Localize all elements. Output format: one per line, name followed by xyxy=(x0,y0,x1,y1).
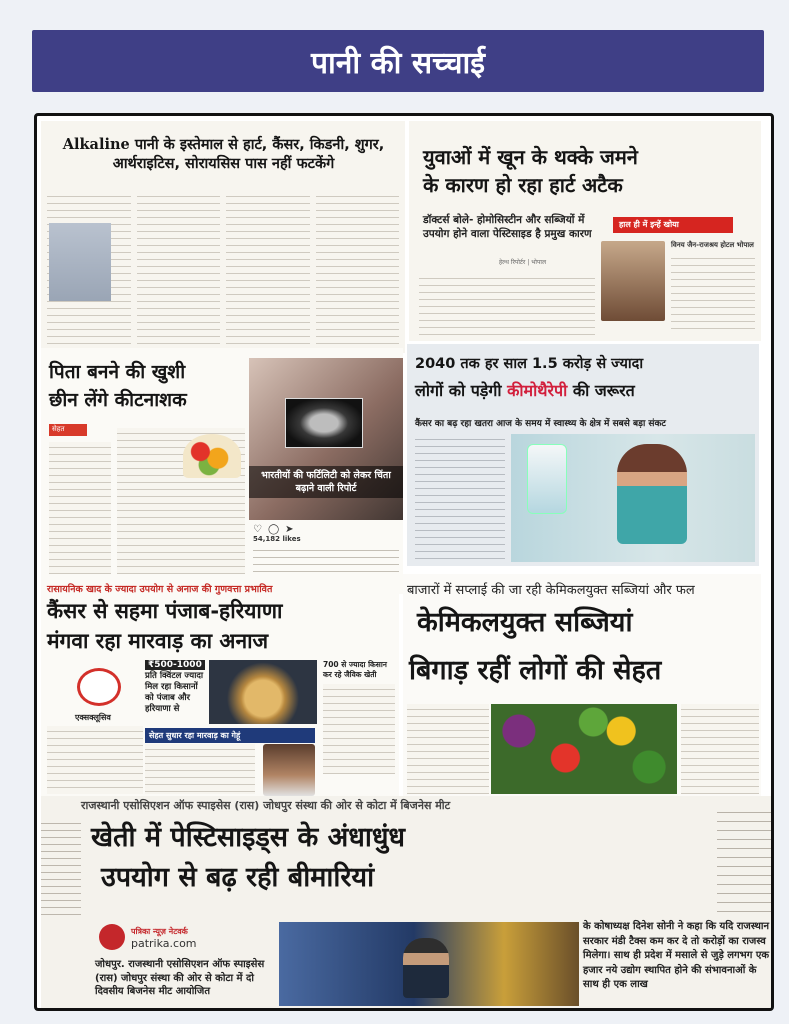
headline-part: लोगों को पड़ेगी xyxy=(415,381,508,400)
clip-chemical-vegetables xyxy=(403,574,761,798)
red-tag: हाल ही में इन्हें खोया xyxy=(613,217,733,233)
patrika-logo-icon xyxy=(99,924,125,950)
brand-name: पत्रिका न्यूज़ नेटवर्क xyxy=(131,927,188,936)
ultrasound-scan-image xyxy=(285,398,363,448)
headline-line: 2040 तक हर साल 1.5 करोड़ से ज्यादा xyxy=(415,356,644,372)
article-column xyxy=(145,744,255,794)
clip-chemotherapy xyxy=(407,344,759,566)
price-box xyxy=(145,660,209,726)
headline-part: की जरूरत xyxy=(567,381,635,400)
headline-line: उपयोग से बढ़ रही बीमारियां xyxy=(101,862,375,893)
article-column xyxy=(681,704,759,794)
clip-heart-attack xyxy=(409,121,761,341)
headline-line: के कारण हो रहा हार्ट अटैक xyxy=(423,173,623,197)
clip-pesticides xyxy=(41,796,771,1008)
social-icons xyxy=(253,524,399,535)
portrait-photo xyxy=(601,241,665,321)
heart-icon: ♡ xyxy=(253,524,268,535)
portrait-photo xyxy=(263,744,315,796)
clip-punjab-grain xyxy=(41,574,399,798)
clip-kicker: राजस्थानी एसोसिएशन ऑफ स्पाइसेस (रास) जोधपुर संस्था की ओर से कोटा में बिजनेस मीट xyxy=(81,799,451,812)
article-continuation: के कोषाध्यक्ष दिनेश सोनी ने कहा कि यदि राजस्थान सरकार मंडी टैक्स कम कर दे तो करोड़ों का राजस्व मिलेगा। साथ ही प्रदेश में मसाले से जुड़े लगभग एक हजार नये उद्योग स्थापित होने की संभावनाओं के साथ ही एक लाख xyxy=(583,921,770,990)
headline-line: मंगवा रहा मारवाड़ का अनाज xyxy=(47,629,269,653)
article-lede: जोधपुर. राजस्थानी एसोसिएशन ऑफ स्पाइसेस (रास) जोधपुर संस्था की ओर से कोटा में दो दिवसीय बिजनेस मीट आयोजित xyxy=(95,959,265,997)
byline: हेल्थ रिपोर्टर | भोपाल xyxy=(499,259,547,266)
clip-kicker: बाजारों में सप्लाई की जा रही केमिकलयुक्त सब्जियां और फल xyxy=(407,583,695,598)
headline-line: पिता बनने की खुशी xyxy=(49,361,186,383)
patient-figure xyxy=(617,444,687,544)
patrika-badge-icon xyxy=(77,668,121,706)
portrait-photo xyxy=(49,223,111,301)
photo-overlay-caption: भारतीयों की फर्टिलिटी को लेकर चिंता बढ़ाने वाली रिपोर्ट xyxy=(249,466,403,498)
speaker-figure xyxy=(403,938,449,998)
likes-count: 54,182 likes xyxy=(253,535,301,543)
headline-highlight: कीमोथैरेपी xyxy=(507,381,568,400)
news-collage xyxy=(34,113,774,1011)
side-body xyxy=(671,253,755,331)
comment-icon: ◯ xyxy=(267,524,286,535)
page-title: पानी की सच्चाई xyxy=(310,45,486,81)
clip-headline xyxy=(51,135,396,174)
article-column xyxy=(47,726,143,794)
price-caption: प्रति क्विंटल ज्यादा मिल रहा किसानों को पंजाब और हरियाणा से xyxy=(145,671,204,714)
share-icon: ➤ xyxy=(285,524,300,535)
edge-column xyxy=(41,818,81,918)
article-column xyxy=(49,442,111,588)
inset-banner: सेहत सुधार रहा मारवाड़ का गेहूं xyxy=(145,728,315,743)
patrika-brand xyxy=(99,924,269,954)
clip-subhead: डॉक्टर्स बोले- होमोसिस्टीन और सब्जियों में उपयोग होने वाला पेस्टिसाइड है प्रमुख कारण xyxy=(423,214,592,240)
article-column xyxy=(316,191,400,349)
article-column xyxy=(226,191,310,349)
vegetables-photo xyxy=(491,704,677,794)
clip-fertility xyxy=(41,348,403,594)
article-column xyxy=(137,191,221,349)
headline-line: युवाओं में खून के थक्के जमने xyxy=(423,145,638,169)
brand-url: patrika.com xyxy=(131,937,197,950)
headline-latin: Alkaline xyxy=(62,136,130,153)
headline-line: खेती में पेस्टिसाइड्स के अंधाधुंध xyxy=(91,822,406,853)
iv-drip-image xyxy=(527,444,567,514)
headline-text: पानी के इस्तेमाल से हार्ट, कैंसर, किडनी, शुगर, आर्थराइटिस, सोरायसिस पास नहीं फटकेंगे xyxy=(112,137,385,172)
headline-line: कैंसर से सहमा पंजाब-हरियाणा xyxy=(47,599,283,623)
clip-deck: कैंसर का बढ़ रहा खतरा आज के समय में स्वास्थ्य के क्षेत्र में सबसे बड़ा संकट xyxy=(415,419,666,429)
clip-alkaline-water xyxy=(41,121,405,353)
headline-line: केमिकलयुक्त सब्जियां xyxy=(417,607,633,638)
article-column xyxy=(419,273,595,337)
fruit-basket-image xyxy=(183,434,241,478)
article-column xyxy=(415,434,505,562)
article-column xyxy=(407,704,489,794)
clip-headline xyxy=(47,596,282,656)
headline-line: छीन लेंगे कीटनाशक xyxy=(49,389,187,411)
side-caption: विनय जैन-राजश्रय होटल भोपाल xyxy=(671,241,754,249)
side-body xyxy=(323,684,395,774)
section-logo: सेहत xyxy=(49,424,87,436)
clip-headline xyxy=(423,143,638,199)
side-column xyxy=(671,241,755,337)
side-heading: 700 से ज्यादा किसान कर रहे जैविक खेती xyxy=(323,660,387,679)
price-amount: ₹500-1000 xyxy=(145,660,205,670)
headline-line: बिगाड़ रहीं लोगों की सेहत xyxy=(409,655,662,686)
exclusive-label: एक्सक्लूसिव xyxy=(75,713,111,722)
clip-headline xyxy=(49,358,187,414)
grain-sack-image xyxy=(209,660,317,724)
title-banner xyxy=(32,30,764,92)
side-column xyxy=(323,660,395,794)
headline-line xyxy=(415,380,635,402)
edge-column xyxy=(717,806,771,916)
clip-kicker: रासायनिक खाद के ज्यादा उपयोग से अनाज की गुणवत्ता प्रभावित xyxy=(47,584,273,595)
